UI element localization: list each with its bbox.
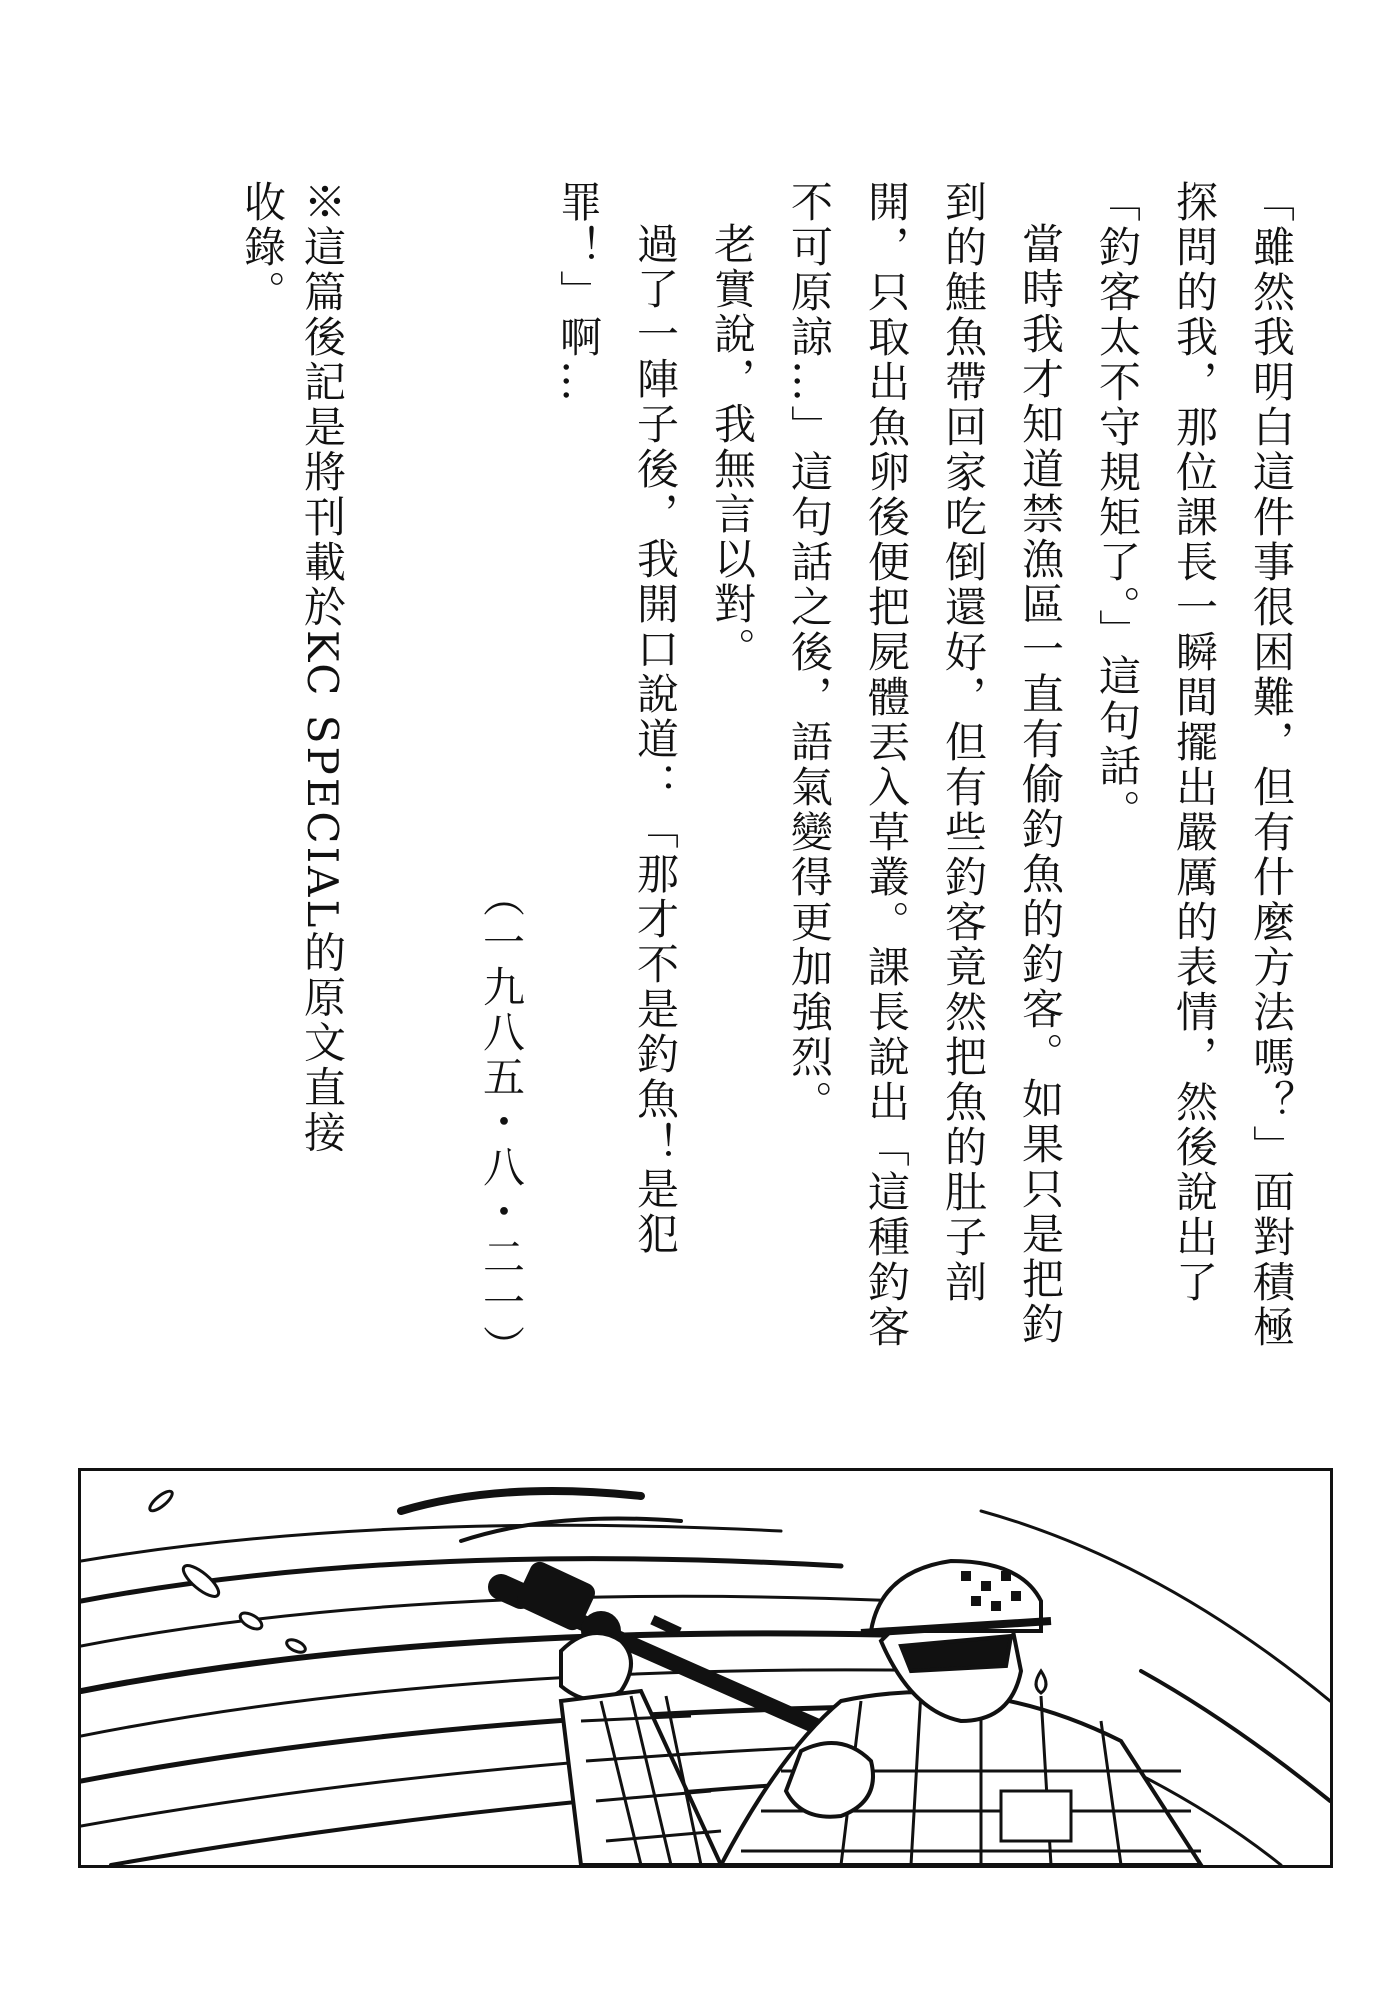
publication-note: ※這篇後記是將刊載於KC SPECIAL的原文直接收錄。 [238,180,347,1156]
paragraph-2: 當時我才知道禁漁區一直有偷釣魚的釣客。如果只是把釣到的鮭魚帶回家吃倒還好，但有些釣客竟然把魚的肚子剖開，只取出魚卵後便把屍體丟入草叢。課長說出「這種釣客不可原諒…」這句話之後，語氣變得更加強烈。 [785,180,1065,1350]
paragraph-1: 「雖然我明白這件事很困難，但有什麼方法嗎？」面對積極探問的我，那位課長一瞬間擺出嚴厲的表情，然後說出了「釣客太不守規矩了。」這句話。 [1093,180,1296,1350]
paragraph-3: 老實說，我無言以對。 [708,222,757,672]
fisherman-illustration [81,1471,1330,1865]
afterword-text [285,180,1310,1370]
date-line: （一九八五・八・二一） [477,875,526,1370]
illustration-panel [78,1468,1333,1868]
paragraph-4: 過了一陣子後，我開口說道：「那才不是釣魚！是犯罪！」啊… [554,180,680,1257]
